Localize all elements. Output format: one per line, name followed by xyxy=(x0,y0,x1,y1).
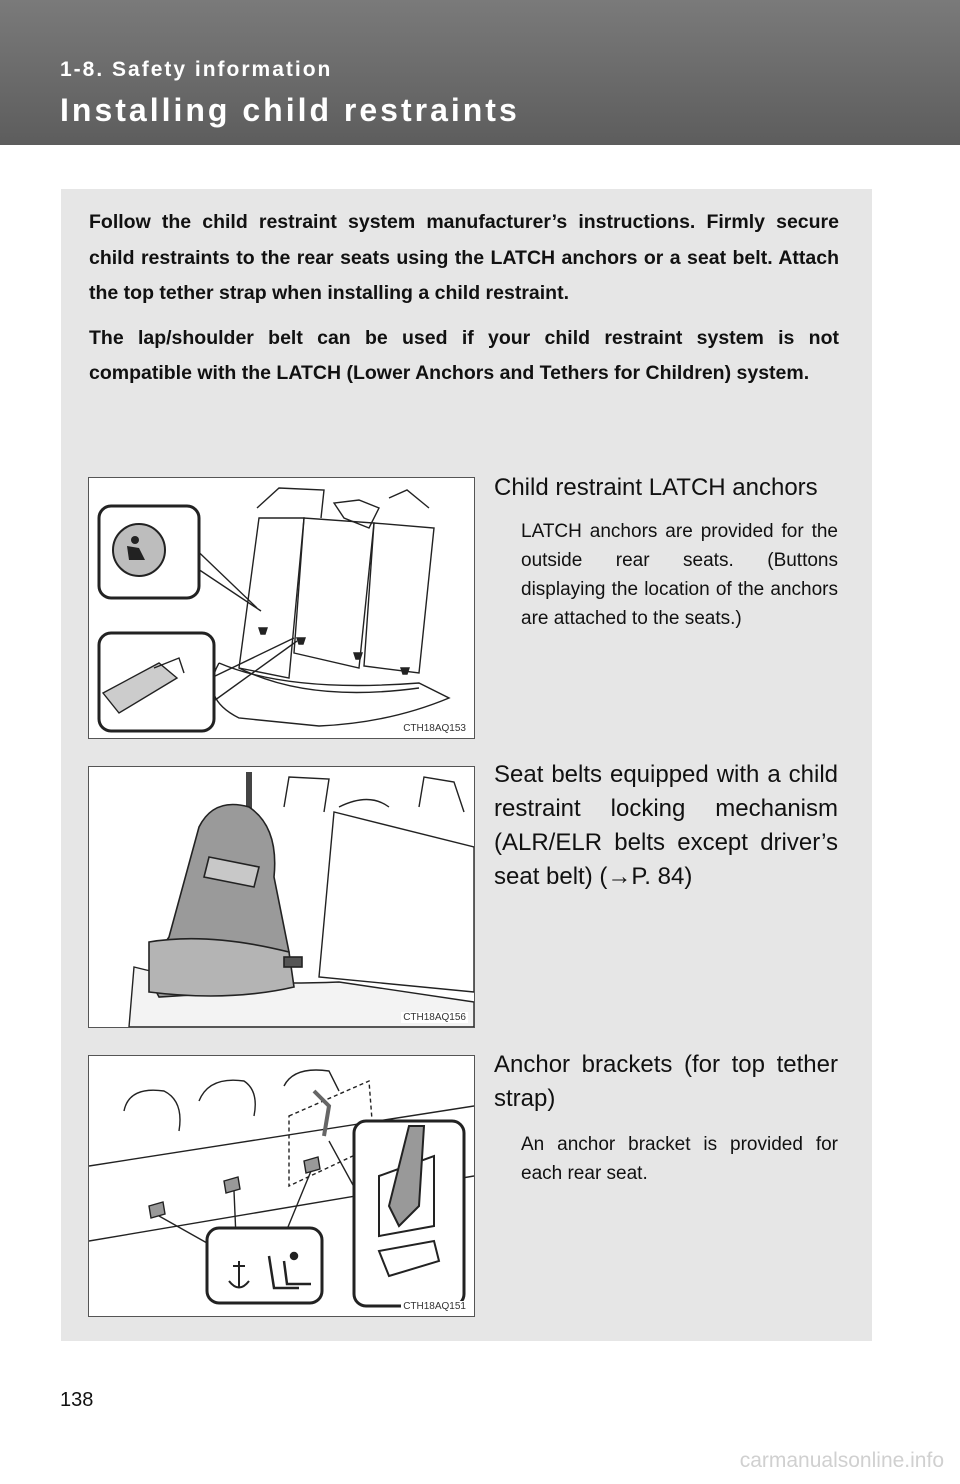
page-number: 138 xyxy=(60,1389,94,1411)
item-title-latch-anchors: Child restraint LATCH anchors xyxy=(494,474,818,501)
content-panel xyxy=(61,189,872,1341)
seat-belt-child-seat-illustration xyxy=(88,766,475,1028)
intro-paragraph-1: Follow the child restraint system manufacturer’s instructions. Firmly secure child restraints to the rear seats using the LATCH anchors or a seat belt. Attach the top tether strap when installing a child restraint. xyxy=(89,211,839,304)
figure-code: CTH18AQ151 xyxy=(403,1301,466,1312)
item-title-anchor-brackets: Anchor brackets (for top tether strap) xyxy=(494,1051,838,1112)
intro-text xyxy=(89,205,839,401)
page-header xyxy=(0,0,960,145)
item-title-seat-belts: Seat belts equipped with a child restraint locking mechanism (ALR/ELR belts except driver’s seat belt) (→P. 84) xyxy=(494,761,838,890)
watermark: carmanualsonline.info xyxy=(739,1449,944,1472)
item-desc-latch-anchors: LATCH anchors are provided for the outside rear seats. (Buttons displaying the location of the anchors are attached to the seats.) xyxy=(521,521,838,629)
page-title: Installing child restraints xyxy=(60,92,520,128)
intro-paragraph-2: The lap/shoulder belt can be used if your child restraint system is not compatible with the LATCH (Lower Anchors and Tethers for Children) system. xyxy=(89,326,839,384)
section-label: 1-8. Safety information xyxy=(60,58,333,81)
figure-code: CTH18AQ156 xyxy=(403,1012,466,1023)
item-desc-anchor-brackets: An anchor bracket is provided for each rear seat. xyxy=(521,1134,838,1184)
anchor-brackets-illustration xyxy=(88,1055,475,1317)
latch-anchors-illustration xyxy=(88,477,475,739)
figure-code: CTH18AQ153 xyxy=(403,723,466,734)
